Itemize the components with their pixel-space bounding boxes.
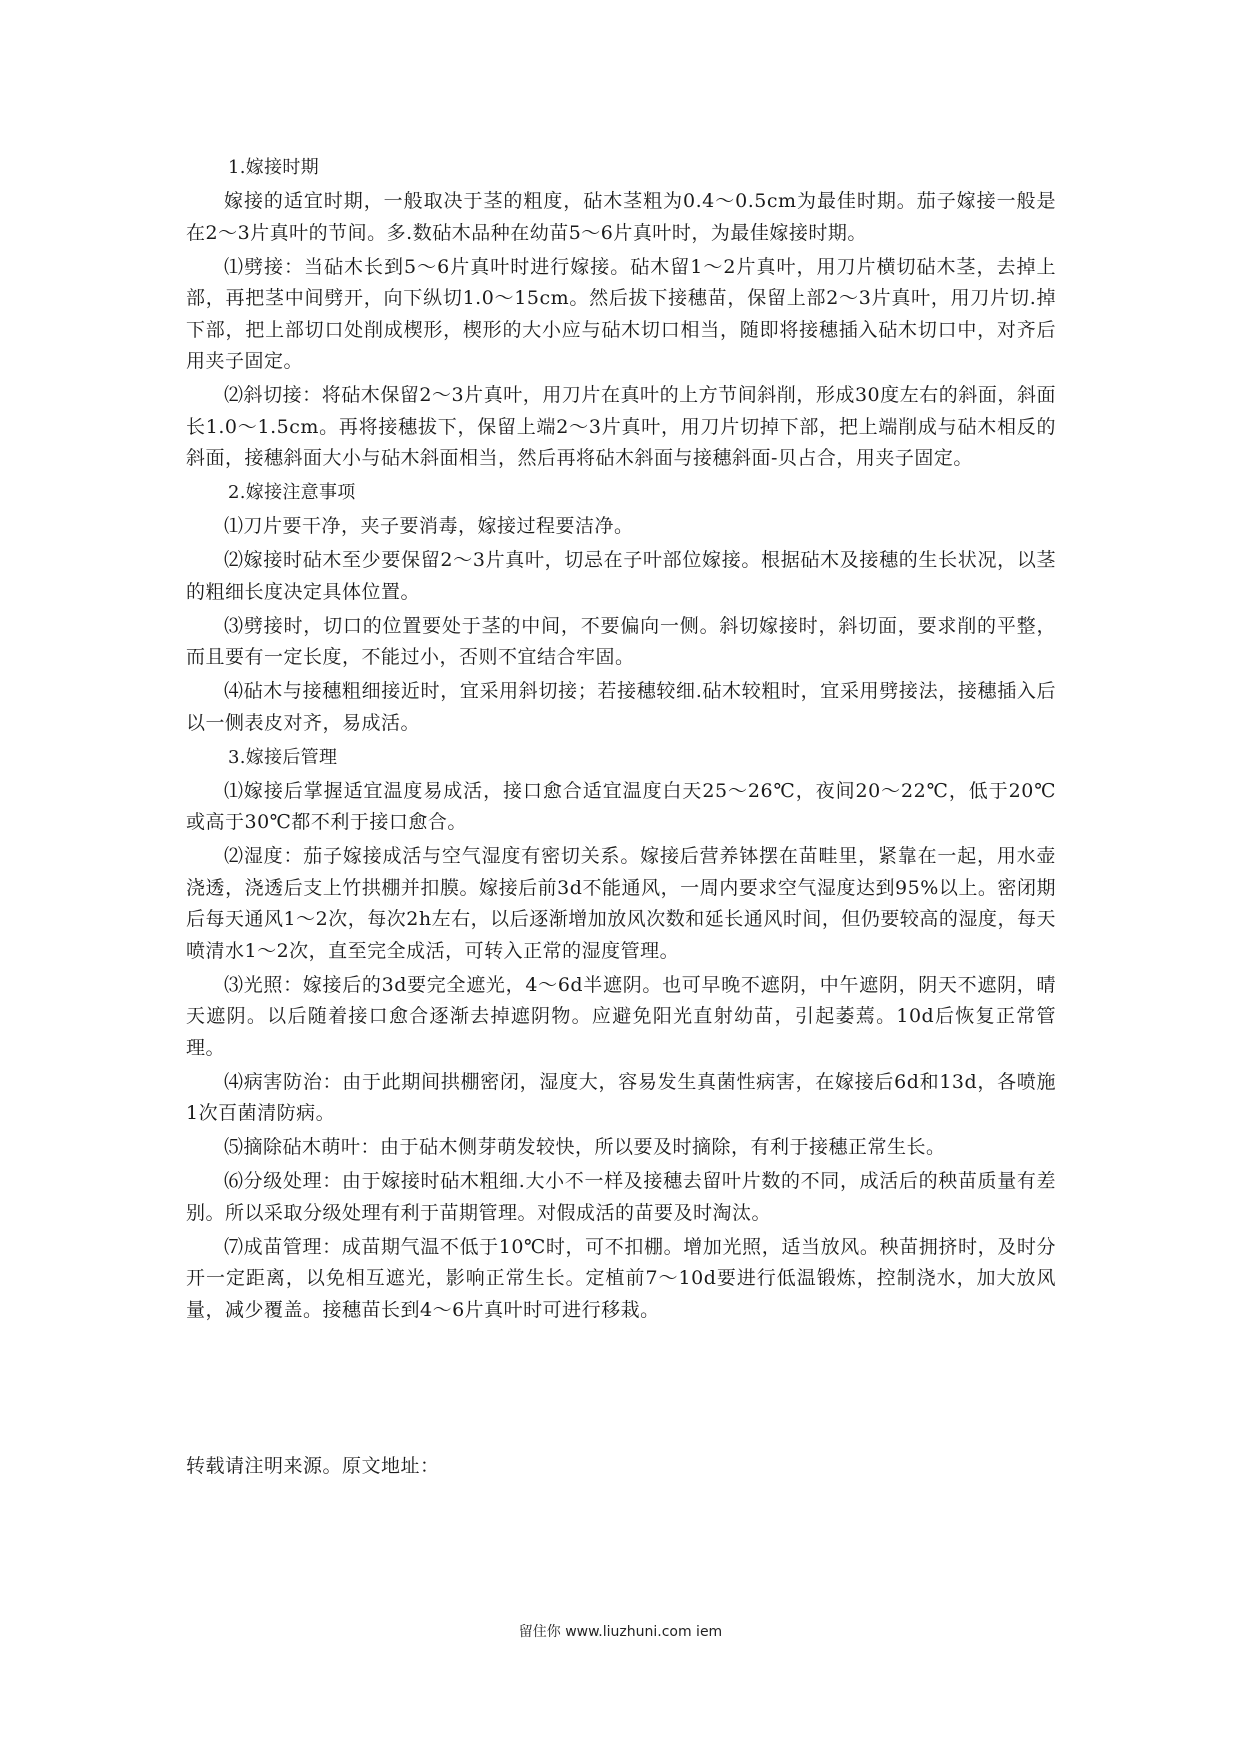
paragraph: ⑶劈接时，切口的位置要处于茎的中间，不要偏向一侧。斜切嫁接时，斜切面，要求削的平整，而且要有一定长度，不能过小，否则不宜结合牢固。 [186,614,1056,668]
page-footer: 留住你 www.liuzhuni.com iem [518,1624,723,1640]
source-note: 转载请注明来源。原文地址： [186,1455,440,1477]
paragraph: ⑴劈接：当砧木长到5～6片真叶时进行嫁接。砧木留1～2片真叶，用刀片横切砧木茎，去掉上部，再把茎中间劈开，向下纵切1.0～15cm。然后拔下接穗苗，保留上部2～3片真叶，用刀片切.掉下部，把上部切口处削成楔形，楔形的大小应与砧木切口相当，随即将接穗插入砧木切口中，对齐后用夹子固定。 [186,255,1056,372]
paragraph: ⑴嫁接后掌握适宜温度易成活，接口愈合适宜温度白天25～26℃，夜间20～22℃，低于20℃或高于30℃都不利于接口愈合。 [186,779,1056,833]
section-heading: 1.嫁接时期 [228,157,319,178]
paragraph: ⑵湿度：茄子嫁接成活与空气湿度有密切关系。嫁接后营养钵摆在苗畦里，紧靠在一起，用水壶浇透，浇透后支上竹拱棚并扣膜。嫁接后前3d不能通风，一周内要求空气湿度达到95%以上。密闭期后每天通风1～2次，每次2h左右，以后逐渐增加放风次数和延长通风时间，但仍要较高的湿度，每天喷清水1～2次，直至完全成活，可转入正常的湿度管理。 [186,845,1056,962]
paragraph: ⑹分级处理：由于嫁接时砧木粗细.大小不一样及接穗去留叶片数的不同，成活后的秧苗质量有差别。所以采取分级处理有利于苗期管理。对假成活的苗要及时淘汰。 [186,1170,1056,1224]
section-heading: 2.嫁接注意事项 [228,482,356,503]
document-body [186,152,1056,1329]
paragraph: ⑷砧木与接穗粗细接近时，宜采用斜切接；若接穗较细.砧木较粗时，宜采用劈接法，接穗插入后以一侧表皮对齐，易成活。 [186,680,1056,734]
paragraph: ⑺成苗管理：成苗期气温不低于10℃时，可不扣棚。增加光照，适当放风。秧苗拥挤时，及时分开一定距离，以免相互遮光，影响正常生长。定植前7～10d要进行低温锻炼，控制浇水，加大放风量，减少覆盖。接穗苗长到4～6片真叶时可进行移栽。 [186,1235,1056,1321]
paragraph: ⑵斜切接：将砧木保留2～3片真叶，用刀片在真叶的上方节间斜削，形成30度左右的斜面，斜面长1.0～1.5cm。再将接穗拔下，保留上端2～3片真叶，用刀片切掉下部，把上端削成与砧木相反的斜面，接穗斜面大小与砧木斜面相当，然后再将砧木斜面与接穗斜面-贝占合，用夹子固定。 [186,384,1056,469]
section-grafting-period [186,152,1056,475]
paragraph: ⑷病害防治：由于此期间拱棚密闭，湿度大，容易发生真菌性病害，在嫁接后6d和13d，各喷施1次百菌清防病。 [186,1070,1056,1124]
paragraph: ⑸摘除砧木萌叶：由于砧木侧芽萌发较快，所以要及时摘除，有利于接穗正常生长。 [224,1136,946,1158]
paragraph: 嫁接的适宜时期，一般取决于茎的粗度，砧木茎粗为0.4～0.5cm为最佳时期。茄子嫁接一般是在2～3片真叶的节间。多.数砧木品种在幼苗5～6片真叶时，为最佳嫁接时期。 [186,190,1056,244]
paragraph: ⑴刀片要干净，夹子要消毒，嫁接过程要洁净。 [224,515,634,537]
section-heading: 3.嫁接后管理 [228,746,338,768]
section-post-grafting-management [186,742,1056,1327]
section-grafting-notes [186,477,1056,739]
paragraph: ⑵嫁接时砧木至少要保留2～3片真叶，切忌在子叶部位嫁接。根据砧木及接穗的生长状况，以茎的粗细长度决定具体位置。 [186,549,1056,603]
paragraph: ⑶光照：嫁接后的3d要完全遮光，4～6d半遮阴。也可早晚不遮阴，中午遮阴，阴天不遮阴，晴天遮阴。以后随着接口愈合逐渐去掉遮阴物。应避免阳光直射幼苗，引起萎蔫。10d后恢复正常管理。 [186,973,1056,1059]
